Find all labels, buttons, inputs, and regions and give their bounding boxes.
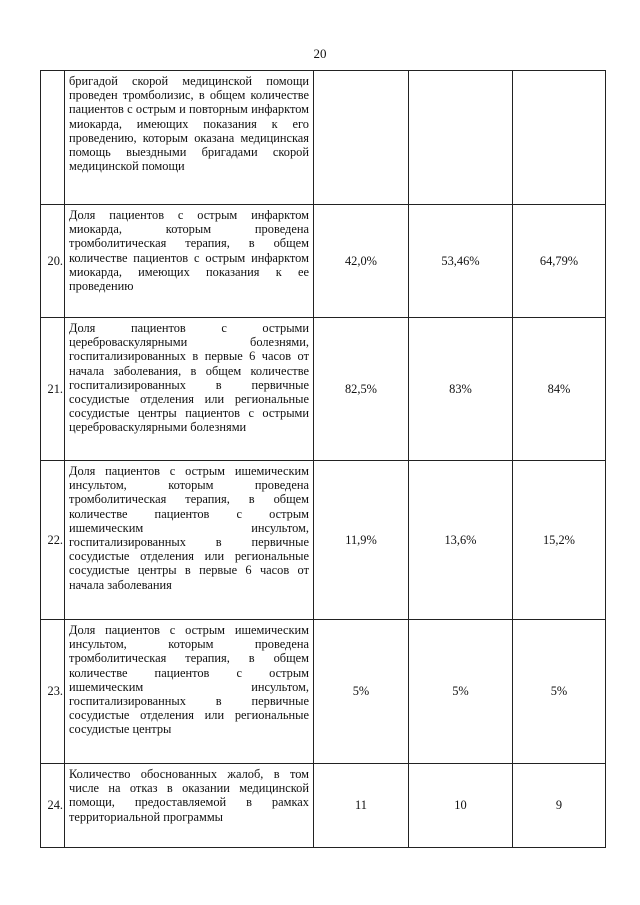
table-row xyxy=(41,764,606,848)
value-cell: 5% xyxy=(409,620,513,764)
value-cell: 15,2% xyxy=(513,461,606,620)
indicator-text: бригадой скорой медицинской помощи проведен тромболизис, в общем количестве пациентов с острым и повторным инфарктом миокарда, имеющих показания к его проведению, которым оказана медицинская помощь выездными бригадами скорой медицинской помощи xyxy=(69,74,309,174)
indicator-text: Доля пациентов с острым ишемическим инсультом, которым проведена тромболитическая терапия, в общем количестве пациентов с острым ишемическим инсультом, госпитализированных в первичные сосудистые отделения или региональные сосудистые центры в первые 6 часов от начала заболевания xyxy=(69,464,309,592)
indicator-text: Доля пациентов с острыми цереброваскулярными болезнями, госпитализированных в первые 6 часов от начала заболевания, в общем количестве госпитализированных в первичные сосудистые отделения или региональные сосудистые центры пациентов с острыми цереброваскулярными болезнями xyxy=(69,321,309,435)
value-cell: 53,46% xyxy=(409,205,513,318)
row-number: 22. xyxy=(41,461,65,620)
table-row xyxy=(41,205,606,318)
indicator-description xyxy=(65,318,314,461)
indicator-text: Доля пациентов с острым инфарктом миокарда, которым проведена тромболитическая терапия, в общем количестве пациентов с острым инфарктом миокарда, имеющих показания к ее проведению xyxy=(69,208,309,294)
table-row xyxy=(41,461,606,620)
row-number: 20. xyxy=(41,205,65,318)
indicator-description xyxy=(65,764,314,848)
row-number xyxy=(41,71,65,205)
indicator-text: Количество обоснованных жалоб, в том числе на отказ в оказании медицинской помощи, предоставляемой в рамках территориальной программы xyxy=(69,767,309,824)
value-cell: 5% xyxy=(513,620,606,764)
indicator-description xyxy=(65,620,314,764)
value-cell xyxy=(409,71,513,205)
value-cell: 10 xyxy=(409,764,513,848)
value-cell: 64,79% xyxy=(513,205,606,318)
value-cell: 42,0% xyxy=(314,205,409,318)
indicator-text: Доля пациентов с острым ишемическим инсультом, которым проведена тромболитическая терапия, в общем количестве пациентов с острым ишемическим инсультом, госпитализированных в первичные сосудистые отделения или региональные сосудистые центры xyxy=(69,623,309,737)
table-row xyxy=(41,318,606,461)
value-cell: 11 xyxy=(314,764,409,848)
page-number: 20 xyxy=(313,46,327,61)
indicator-description xyxy=(65,461,314,620)
value-cell xyxy=(513,71,606,205)
table-row xyxy=(41,620,606,764)
value-cell: 9 xyxy=(513,764,606,848)
indicator-description xyxy=(65,71,314,205)
row-number: 24. xyxy=(41,764,65,848)
value-cell xyxy=(314,71,409,205)
row-number: 21. xyxy=(41,318,65,461)
indicator-description xyxy=(65,205,314,318)
row-number: 23. xyxy=(41,620,65,764)
value-cell: 13,6% xyxy=(409,461,513,620)
table-row xyxy=(41,71,606,205)
value-cell: 11,9% xyxy=(314,461,409,620)
value-cell: 83% xyxy=(409,318,513,461)
value-cell: 82,5% xyxy=(314,318,409,461)
indicators-table xyxy=(40,70,606,848)
value-cell: 5% xyxy=(314,620,409,764)
value-cell: 84% xyxy=(513,318,606,461)
